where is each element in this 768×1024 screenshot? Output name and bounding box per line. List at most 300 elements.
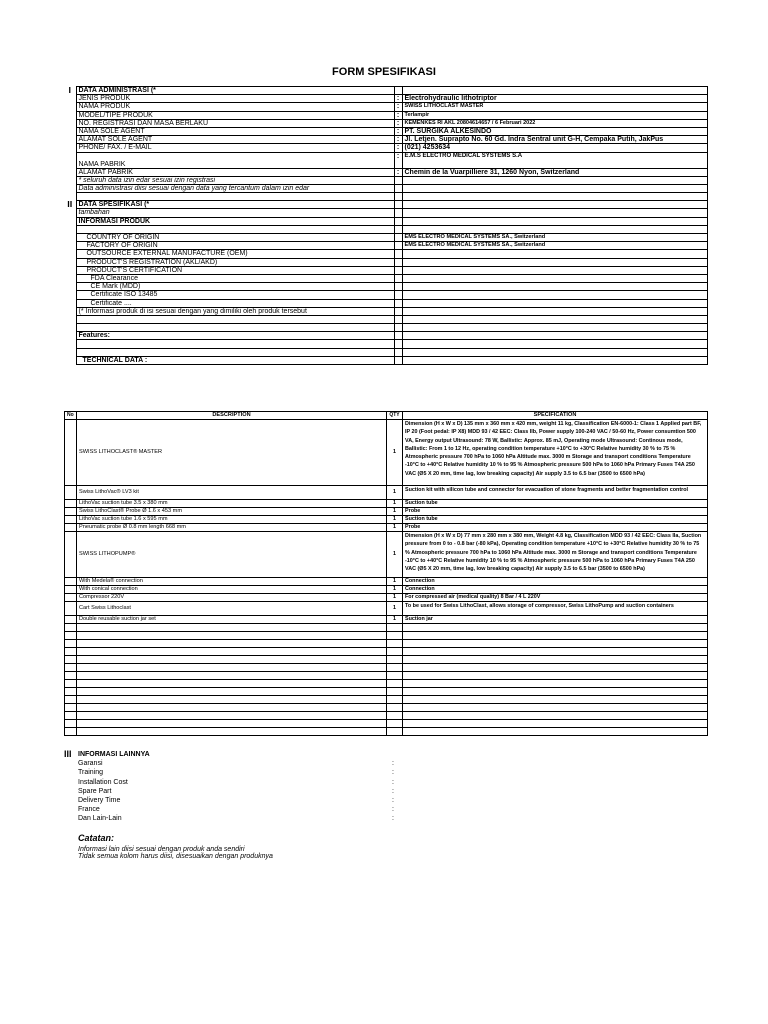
item-qty: 1 — [387, 508, 403, 516]
item-row — [65, 486, 708, 500]
empty-cell — [76, 193, 394, 201]
empty-cell — [65, 532, 77, 578]
item-description: LithoVac suction tube 1.6 x 595 mm — [77, 516, 387, 524]
item-qty: 1 — [387, 602, 403, 616]
empty-cell — [65, 704, 77, 712]
empty-cell — [402, 340, 707, 348]
empty-cell — [387, 632, 403, 640]
item-specification: Probe — [403, 508, 708, 516]
technical-data-table — [64, 411, 708, 736]
empty-cell — [402, 348, 707, 356]
section-number — [64, 324, 76, 332]
section-number — [64, 266, 76, 274]
item-description: LithoVac suction tube 3.5 x 380 mm — [77, 500, 387, 508]
empty-row — [65, 656, 708, 664]
empty-cell — [77, 640, 387, 648]
section-number — [64, 315, 76, 323]
empty-cell — [387, 728, 403, 736]
section-number — [64, 299, 76, 307]
field-separator: : — [394, 103, 402, 111]
other-info-row — [64, 768, 394, 777]
empty-cell — [76, 348, 394, 356]
section-header: INFORMASI LAINNYA — [78, 751, 150, 758]
item-specification: Probe — [403, 524, 708, 532]
other-info-row — [64, 778, 394, 787]
item-specification: Connection — [403, 578, 708, 586]
other-info-row — [64, 787, 394, 796]
section-number — [64, 103, 76, 111]
empty-cell — [77, 624, 387, 632]
other-info-separator: : — [392, 760, 394, 768]
form-title: FORM SPESIFIKASI — [332, 66, 436, 78]
empty-cell — [402, 307, 707, 315]
empty-cell — [403, 656, 708, 664]
empty-cell — [394, 184, 402, 192]
product-info-label: Certificate ISO 13485 — [76, 291, 394, 299]
field-label: NAMA SOLE AGENT — [76, 127, 394, 135]
empty-cell — [65, 640, 77, 648]
item-description: With Medela® connection — [77, 578, 387, 586]
admin-row — [64, 95, 707, 103]
empty-cell — [387, 688, 403, 696]
empty-cell — [65, 632, 77, 640]
section-number — [64, 217, 76, 225]
item-specification: Suction jar — [403, 616, 708, 624]
empty-cell — [394, 87, 402, 95]
features-row — [64, 332, 707, 340]
header-no: No — [65, 412, 77, 420]
field-value: Chemin de la Vuarpilliere 31, 1260 Nyon, Switzerland — [402, 168, 707, 176]
empty-row — [64, 193, 707, 201]
empty-cell — [403, 640, 708, 648]
empty-cell — [394, 225, 402, 233]
note: (* Informasi produk di isi sesuai dengan yang dimiliki oleh produk tersebut — [76, 307, 394, 315]
empty-cell — [403, 632, 708, 640]
section-number: I — [68, 86, 71, 95]
product-info-value: EMS ELECTRO MEDICAL SYSTEMS SA., Switzerland — [402, 234, 707, 242]
field-separator: : — [394, 152, 402, 168]
other-info-label: Training — [78, 769, 104, 777]
field-value: SWISS LITHOCLAST MASTER — [402, 103, 707, 111]
section-number — [64, 242, 76, 250]
section-number — [64, 332, 76, 340]
other-info-separator: : — [392, 806, 394, 814]
admin-row — [64, 168, 707, 176]
other-info-separator: : — [392, 787, 394, 795]
technical-row — [64, 356, 707, 364]
item-specification: For compressed air (medical quality) 8 Bar / 4 L 220V — [403, 594, 708, 602]
empty-cell — [394, 201, 402, 209]
field-label: JENIS PRODUK — [76, 95, 394, 103]
product-info-label: PRODUCT'S REGISTRATION (AKL/AKD) — [76, 258, 394, 266]
item-row — [65, 532, 708, 578]
product-info-row — [64, 250, 707, 258]
empty-cell — [77, 680, 387, 688]
product-info-label: FDA Clearance — [76, 274, 394, 282]
header-description: DESCRIPTION — [77, 412, 387, 420]
section-number — [64, 95, 76, 103]
item-description: Double reusable suction jar set — [77, 616, 387, 624]
item-qty: 1 — [387, 532, 403, 578]
section-number — [64, 348, 76, 356]
other-information-section — [64, 750, 394, 824]
empty-row — [65, 664, 708, 672]
other-info-separator: : — [392, 778, 394, 786]
features-label: Features: — [76, 332, 394, 340]
field-separator: : — [394, 95, 402, 103]
section-number — [64, 152, 76, 168]
field-label: NO. REGISTRASI DAN MASA BERLAKU — [76, 119, 394, 127]
section-number — [64, 307, 76, 315]
empty-cell — [402, 225, 707, 233]
empty-cell — [394, 242, 402, 250]
admin-row — [64, 144, 707, 152]
item-description: Cart Swiss Lithoclast — [77, 602, 387, 616]
header-specification: SPECIFICATION — [403, 412, 708, 420]
field-label: ALAMAT SOLE AGENT — [76, 136, 394, 144]
product-info-label: PRODUCT'S CERTIFICATION — [76, 266, 394, 274]
empty-cell — [65, 578, 77, 586]
item-qty: 1 — [387, 594, 403, 602]
empty-cell — [394, 234, 402, 242]
section-sub: tambahan — [76, 209, 394, 217]
empty-row — [65, 720, 708, 728]
section-number — [64, 193, 76, 201]
section-number — [64, 225, 76, 233]
empty-cell — [402, 176, 707, 184]
product-info-label: OUTSOURCE EXTERNAL MANUFACTURE (OEM) — [76, 250, 394, 258]
item-row — [65, 578, 708, 586]
item-row — [65, 420, 708, 486]
product-info-value — [402, 283, 707, 291]
section-number — [64, 291, 76, 299]
empty-cell — [387, 656, 403, 664]
empty-cell — [394, 332, 402, 340]
empty-cell — [65, 712, 77, 720]
empty-cell — [403, 704, 708, 712]
product-info-value — [402, 291, 707, 299]
empty-cell — [65, 594, 77, 602]
item-qty: 1 — [387, 500, 403, 508]
empty-cell — [77, 632, 387, 640]
note: * seluruh data izin edar sesuai izin registrasi — [76, 176, 394, 184]
empty-cell — [77, 688, 387, 696]
note-row — [64, 176, 707, 184]
empty-cell — [394, 266, 402, 274]
empty-row — [65, 688, 708, 696]
empty-cell — [65, 616, 77, 624]
empty-cell — [394, 315, 402, 323]
empty-cell — [394, 356, 402, 364]
product-info-row — [64, 258, 707, 266]
empty-cell — [65, 420, 77, 486]
empty-cell — [65, 516, 77, 524]
field-value: Electrohydraulic lithotriptor — [402, 95, 707, 103]
empty-cell — [387, 720, 403, 728]
item-row — [65, 508, 708, 516]
empty-cell — [403, 664, 708, 672]
empty-cell — [77, 696, 387, 704]
empty-row — [65, 632, 708, 640]
empty-cell — [394, 324, 402, 332]
section-number — [64, 119, 76, 127]
empty-row — [64, 340, 707, 348]
item-specification: To be used for Swiss LithoClast, allows storage of compressor, Swiss LithoPump and suction containers — [403, 602, 708, 616]
item-qty: 1 — [387, 486, 403, 500]
empty-cell — [403, 696, 708, 704]
section-header-row — [64, 201, 707, 209]
section-number — [64, 274, 76, 282]
empty-cell — [403, 688, 708, 696]
field-label: MODEL/TIPE PRODUK — [76, 111, 394, 119]
item-qty: 1 — [387, 516, 403, 524]
empty-cell — [394, 209, 402, 217]
header-row — [65, 412, 708, 420]
empty-cell — [403, 624, 708, 632]
empty-cell — [387, 680, 403, 688]
empty-cell — [394, 274, 402, 282]
item-description: Swiss LithoClast® Probe Ø 1.6 x 453 mm — [77, 508, 387, 516]
other-info-row — [64, 796, 394, 805]
item-specification: Connection — [403, 586, 708, 594]
item-qty: 1 — [387, 524, 403, 532]
empty-cell — [387, 648, 403, 656]
empty-cell — [403, 680, 708, 688]
field-label: PHONE/ FAX. / E-MAIL — [76, 144, 394, 152]
item-description: Compressor 220V — [77, 594, 387, 602]
item-description: SWISS LITHOPUMP® — [77, 532, 387, 578]
admin-row — [64, 111, 707, 119]
empty-cell — [65, 664, 77, 672]
section-number — [64, 356, 76, 364]
section-number — [64, 136, 76, 144]
empty-cell — [77, 656, 387, 664]
empty-cell — [403, 672, 708, 680]
other-info-row — [64, 814, 394, 823]
item-qty: 1 — [387, 420, 403, 486]
other-info-label: France — [78, 806, 100, 814]
empty-cell — [402, 184, 707, 192]
field-label: NAMA PABRIK — [76, 152, 394, 168]
empty-cell — [402, 193, 707, 201]
section-number — [64, 176, 76, 184]
note-row — [64, 184, 707, 192]
product-info-value — [402, 258, 707, 266]
item-row — [65, 586, 708, 594]
empty-cell — [402, 332, 707, 340]
empty-cell — [402, 356, 707, 364]
empty-cell — [402, 209, 707, 217]
empty-cell — [65, 688, 77, 696]
empty-cell — [65, 624, 77, 632]
field-label: NAMA PRODUK — [76, 103, 394, 111]
notes — [78, 833, 273, 860]
empty-row — [65, 648, 708, 656]
empty-cell — [77, 648, 387, 656]
product-info-row — [64, 274, 707, 282]
field-separator: : — [394, 119, 402, 127]
other-info-separator: : — [392, 769, 394, 777]
other-info-separator: : — [392, 815, 394, 823]
section-header: DATA ADMINISTRASI (* — [76, 87, 394, 95]
field-value: Jl. Letjen. Suprapto No. 60 Gd. Indra Sentral unit G-H, Cempaka Putih, JakPus — [402, 136, 707, 144]
empty-cell — [76, 315, 394, 323]
other-info-label: Dan Lain-Lain — [78, 815, 122, 823]
empty-cell — [65, 648, 77, 656]
section-number — [64, 168, 76, 176]
field-separator: : — [394, 111, 402, 119]
item-description: Swiss LithoVac® LV3 kit — [77, 486, 387, 500]
item-row — [65, 500, 708, 508]
section-number — [64, 127, 76, 135]
notes-header: Catatan: — [78, 833, 115, 843]
empty-cell — [76, 225, 394, 233]
section-number — [64, 258, 76, 266]
item-row — [65, 524, 708, 532]
note: Data administrasi diisi sesuai dengan data yang tercantum dalam izin edar — [76, 184, 394, 192]
section-header: DATA SPESIFIKASI (* — [76, 201, 394, 209]
item-specification: Suction kit with silicon tube and connector for evacuation of stone fragments and better fragmentation control — [403, 486, 708, 500]
item-description: With conical connection — [77, 586, 387, 594]
empty-cell — [394, 176, 402, 184]
field-value: PT. SURGIKA ALKESINDO — [402, 127, 707, 135]
empty-cell — [387, 696, 403, 704]
product-info-row — [64, 234, 707, 242]
product-info-row — [64, 242, 707, 250]
item-specification: Dimension (H x W x D) 135 mm x 360 mm x 420 mm, weight 11 kg, Classification EN-6000-1: Class 1 Applied part BF, IP 20 (Foot pedal: IP X8) MDD 93 / 42 EEC: Class IIb, Power supply 100-240 VAC / 50-60 Hz, Power consumtion 500 VA, Energy output Ultrasound: 78 W, Ballistic: Approx. 85 mJ, Operating mode Ultrasound: Continous mode, Ballistic: From 1 to 12 Hz, operating condition temperature +10°C to +30°C Relative humidity 30 % to 75 % Atmospheric pressure 700 hPa to 1060 hPa Altitude max. 3000 m Storage and transport conditions Temperature -10°C to +40°C Relative humidity 10 % to 95 % Atmospheric pressure 500 hPa to 1060 hPa Primary Fuses T4A 250 VAC (Ø5 X 20 mm, time lag, low breaking capacity) Air supply 3.5 to 6.5 bar (3500 to 6500 hPa) — [403, 420, 708, 486]
field-separator: : — [394, 136, 402, 144]
section-number — [64, 283, 76, 291]
empty-cell — [387, 624, 403, 632]
empty-cell — [65, 500, 77, 508]
product-info-value — [402, 266, 707, 274]
field-separator: : — [394, 168, 402, 176]
empty-cell — [394, 348, 402, 356]
empty-cell — [65, 586, 77, 594]
admin-row — [64, 127, 707, 135]
product-info-value — [402, 299, 707, 307]
field-label: ALAMAT PABRIK — [76, 168, 394, 176]
empty-cell — [65, 602, 77, 616]
item-specification: Suction tube — [403, 500, 708, 508]
section-number — [64, 234, 76, 242]
field-value: (021) 4253634 — [402, 144, 707, 152]
empty-row — [65, 712, 708, 720]
item-row — [65, 602, 708, 616]
empty-cell — [77, 720, 387, 728]
item-description: SWISS LITHOCLAST® MASTER — [77, 420, 387, 486]
empty-cell — [402, 201, 707, 209]
empty-cell — [77, 712, 387, 720]
empty-cell — [387, 672, 403, 680]
product-info-label: Certificate .... — [76, 299, 394, 307]
empty-cell — [402, 217, 707, 225]
section-header-row — [64, 87, 707, 95]
section-number — [64, 209, 76, 217]
product-info-row — [64, 266, 707, 274]
product-info-row — [64, 299, 707, 307]
empty-cell — [65, 680, 77, 688]
sub-row — [64, 209, 707, 217]
technical-data-label: TECHNICAL DATA : — [76, 356, 394, 364]
note-line: Informasi lain diisi sesuai dengan produk anda sendiri — [78, 846, 245, 853]
product-info-row — [64, 283, 707, 291]
empty-cell — [77, 672, 387, 680]
empty-row — [65, 728, 708, 736]
empty-cell — [76, 340, 394, 348]
item-qty: 1 — [387, 578, 403, 586]
empty-cell — [65, 696, 77, 704]
admin-row — [64, 136, 707, 144]
product-info-value: EMS ELECTRO MEDICAL SYSTEMS SA., Switzerland — [402, 242, 707, 250]
empty-cell — [65, 720, 77, 728]
empty-row — [65, 624, 708, 632]
empty-cell — [394, 193, 402, 201]
other-info-label: Garansi — [78, 760, 103, 768]
empty-row — [65, 672, 708, 680]
product-info-label: FACTORY OF ORIGIN — [76, 242, 394, 250]
empty-cell — [65, 508, 77, 516]
empty-cell — [387, 664, 403, 672]
info-header: INFORMASI PRODUK — [76, 217, 394, 225]
empty-row — [64, 315, 707, 323]
other-info-label: Installation Cost — [78, 778, 128, 786]
empty-row — [65, 680, 708, 688]
empty-row — [65, 640, 708, 648]
info-header-row — [64, 217, 707, 225]
empty-cell — [403, 648, 708, 656]
product-info-row — [64, 291, 707, 299]
product-info-value — [402, 274, 707, 282]
admin-row — [64, 103, 707, 111]
empty-cell — [394, 250, 402, 258]
other-info-row — [64, 805, 394, 814]
empty-cell — [65, 728, 77, 736]
empty-cell — [394, 217, 402, 225]
empty-cell — [77, 704, 387, 712]
empty-cell — [403, 728, 708, 736]
field-value: Terlampir — [402, 111, 707, 119]
empty-cell — [387, 640, 403, 648]
field-separator: : — [394, 144, 402, 152]
product-info-value — [402, 250, 707, 258]
product-info-label: CE Mark (MDD) — [76, 283, 394, 291]
empty-row — [64, 324, 707, 332]
empty-cell — [394, 283, 402, 291]
item-row — [65, 516, 708, 524]
empty-row — [64, 225, 707, 233]
section-number — [64, 250, 76, 258]
empty-cell — [403, 712, 708, 720]
empty-row — [65, 696, 708, 704]
admin-spec-table — [64, 86, 708, 365]
section-number: III — [64, 749, 72, 759]
empty-cell — [402, 87, 707, 95]
section-number — [64, 111, 76, 119]
section-number: II — [67, 200, 73, 209]
empty-cell — [394, 291, 402, 299]
other-info-separator: : — [392, 796, 394, 804]
empty-cell — [387, 712, 403, 720]
other-info-label: Delivery Time — [78, 796, 121, 804]
section-number — [64, 340, 76, 348]
section-number — [64, 184, 76, 192]
item-specification: Suction tube — [403, 516, 708, 524]
field-value: KEMENKES RI AKL 20804614657 / 6 Februari 2022 — [402, 119, 707, 127]
empty-cell — [76, 324, 394, 332]
section-number — [64, 144, 76, 152]
empty-cell — [394, 307, 402, 315]
